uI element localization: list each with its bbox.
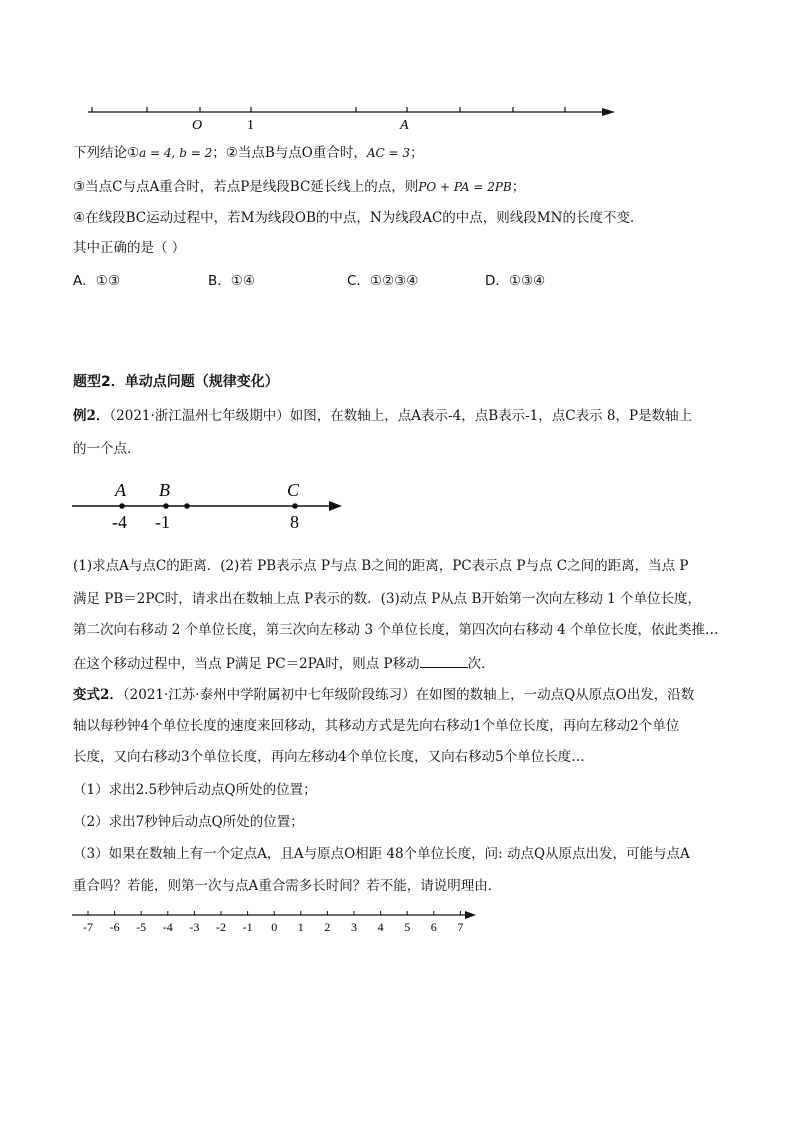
lead-text: 下列结论 [73,145,127,161]
axis-tick-label: -5 [136,920,147,934]
example-body-end: 次． [467,656,495,672]
option-a[interactable]: A．①③ [73,273,120,289]
variant-line-3: 长度，又向右移动3个单位长度，再向左移动4个单位长度，又向右移动5个单位长度… [73,749,585,765]
point-c-letter: C [287,480,300,500]
circled-2: ② [225,145,238,161]
example-text: （2021·浙江温州七年级期中）如图，在数轴上，点A表示-4，点B表示-1，点C表示 8，P是数轴上 [109,408,693,424]
statement-line-2 [73,177,525,197]
circled-3: ③ [73,179,86,195]
example-number-line [70,476,350,536]
point-a-letter: A [115,480,126,500]
axis-tick-label: 5 [404,920,411,934]
statement-line-3 [73,208,643,228]
punct: ； [511,179,526,195]
punct: ； [410,145,424,161]
example-body-2: 满足 PB＝2PC时，请求出在数轴上点 P表示的数．(3)动点 P从点 B开始第一次向左移动 1 个单位长度， [73,591,702,607]
math-expr: a = 4, b = 2 [139,146,213,160]
example-line-1 [73,406,692,426]
axis-tick-label: 3 [351,920,357,934]
variant-question-2: （2）求出7秒钟后动点Q所处的位置； [73,814,304,830]
example-body-4 [73,653,495,674]
example-body-text: 在这个移动过程中，当点 P满足 PC＝2PA时，则点 P移动 [73,656,420,672]
axis-tick-label: -7 [83,920,93,934]
axis-tick-label: 6 [430,920,437,934]
example-body-1: (1)求点A与点C的距离．(2)若 PB表示点 P与点 B之间的距离，PC表示点 P与点 C之间的距离，当点 P [73,558,689,574]
variant-line-2: 轴以每秒钟4个单位长度的速度来回移动，其移动方式是先向右移动1个单位长度，再向左移动2个单位 [73,718,680,734]
section-heading: 题型2．单动点问题（规律变化） [73,374,279,390]
axis-tick-label: 0 [271,920,278,934]
axis-tick-label: 1 [297,920,304,934]
axis-label-a: A [400,118,409,133]
variant-question-1: （1）求出2.5秒钟后动点Q所处的位置； [73,782,317,798]
example-line-2: 的一个点． [73,441,141,457]
axis-tick-label: 4 [377,920,384,934]
math-expr: AC = 3 [366,146,410,160]
math-expr: PO + PA = 2PB [418,180,512,194]
statement-line-1 [73,143,424,163]
variant-question-3b: 重合吗？若能，则第一次与点A重合需多长时间？若不能，请说明理由． [73,878,502,894]
variant-line-1 [73,685,694,705]
example-label: 例2． [73,408,110,424]
axis-label-one: 1 [247,118,254,133]
statement-text: 当点B与点O重合时， [237,145,367,161]
option-b[interactable]: B．①④ [208,273,255,289]
axis-tick-label: -1 [242,920,253,934]
circled-1: ① [127,145,140,161]
axis-tick-label: -6 [109,920,120,934]
option-c[interactable]: C．①②③④ [347,273,419,289]
answer-blank[interactable] [420,653,468,668]
option-d[interactable]: D．①③④ [485,273,546,289]
variant-text: （2021·江苏·泰州中学附属初中七年级阶段练习）在如图的数轴上，一动点Q从原点O出发，沿数 [122,687,695,703]
example-body-3: 第二次向右移动 2 个单位长度，第三次向左移动 3 个单位长度，第四次向右移动 4 个单位长度，依此类推… [73,622,719,638]
variant-label: 变式2． [73,687,123,703]
point-a-value: -4 [112,512,127,532]
statement-text: 当点C与点A重合时，若点P是线段BC延长线上的点，则 [85,179,419,195]
punct: ； [212,145,226,161]
axis-tick-label: -3 [189,920,200,934]
axis-tick-label: -4 [162,920,173,934]
point-b-value: -1 [155,512,170,532]
top-number-line [80,100,625,136]
variant-question-3a: （3）如果在数轴上有一个定点A，且A与原点O相距 48个单位长度，问: 动点Q从原点出发，可能与点A [73,846,690,862]
point-c-value: 8 [290,512,299,532]
axis-tick-label: -2 [216,920,226,934]
question-prompt: 其中正确的是（ ） [73,240,186,256]
circled-4: ④ [73,210,86,226]
axis-tick-label: 2 [324,920,331,934]
point-b-letter: B [159,480,170,500]
statement-text: 在线段BC运动过程中，若M为线段OB的中点，N为线段AC的中点，则线段MN的长度不变． [85,210,644,226]
variant-number-line [70,906,480,936]
axis-tick-label: 7 [457,920,464,934]
axis-label-o: O [192,118,203,133]
